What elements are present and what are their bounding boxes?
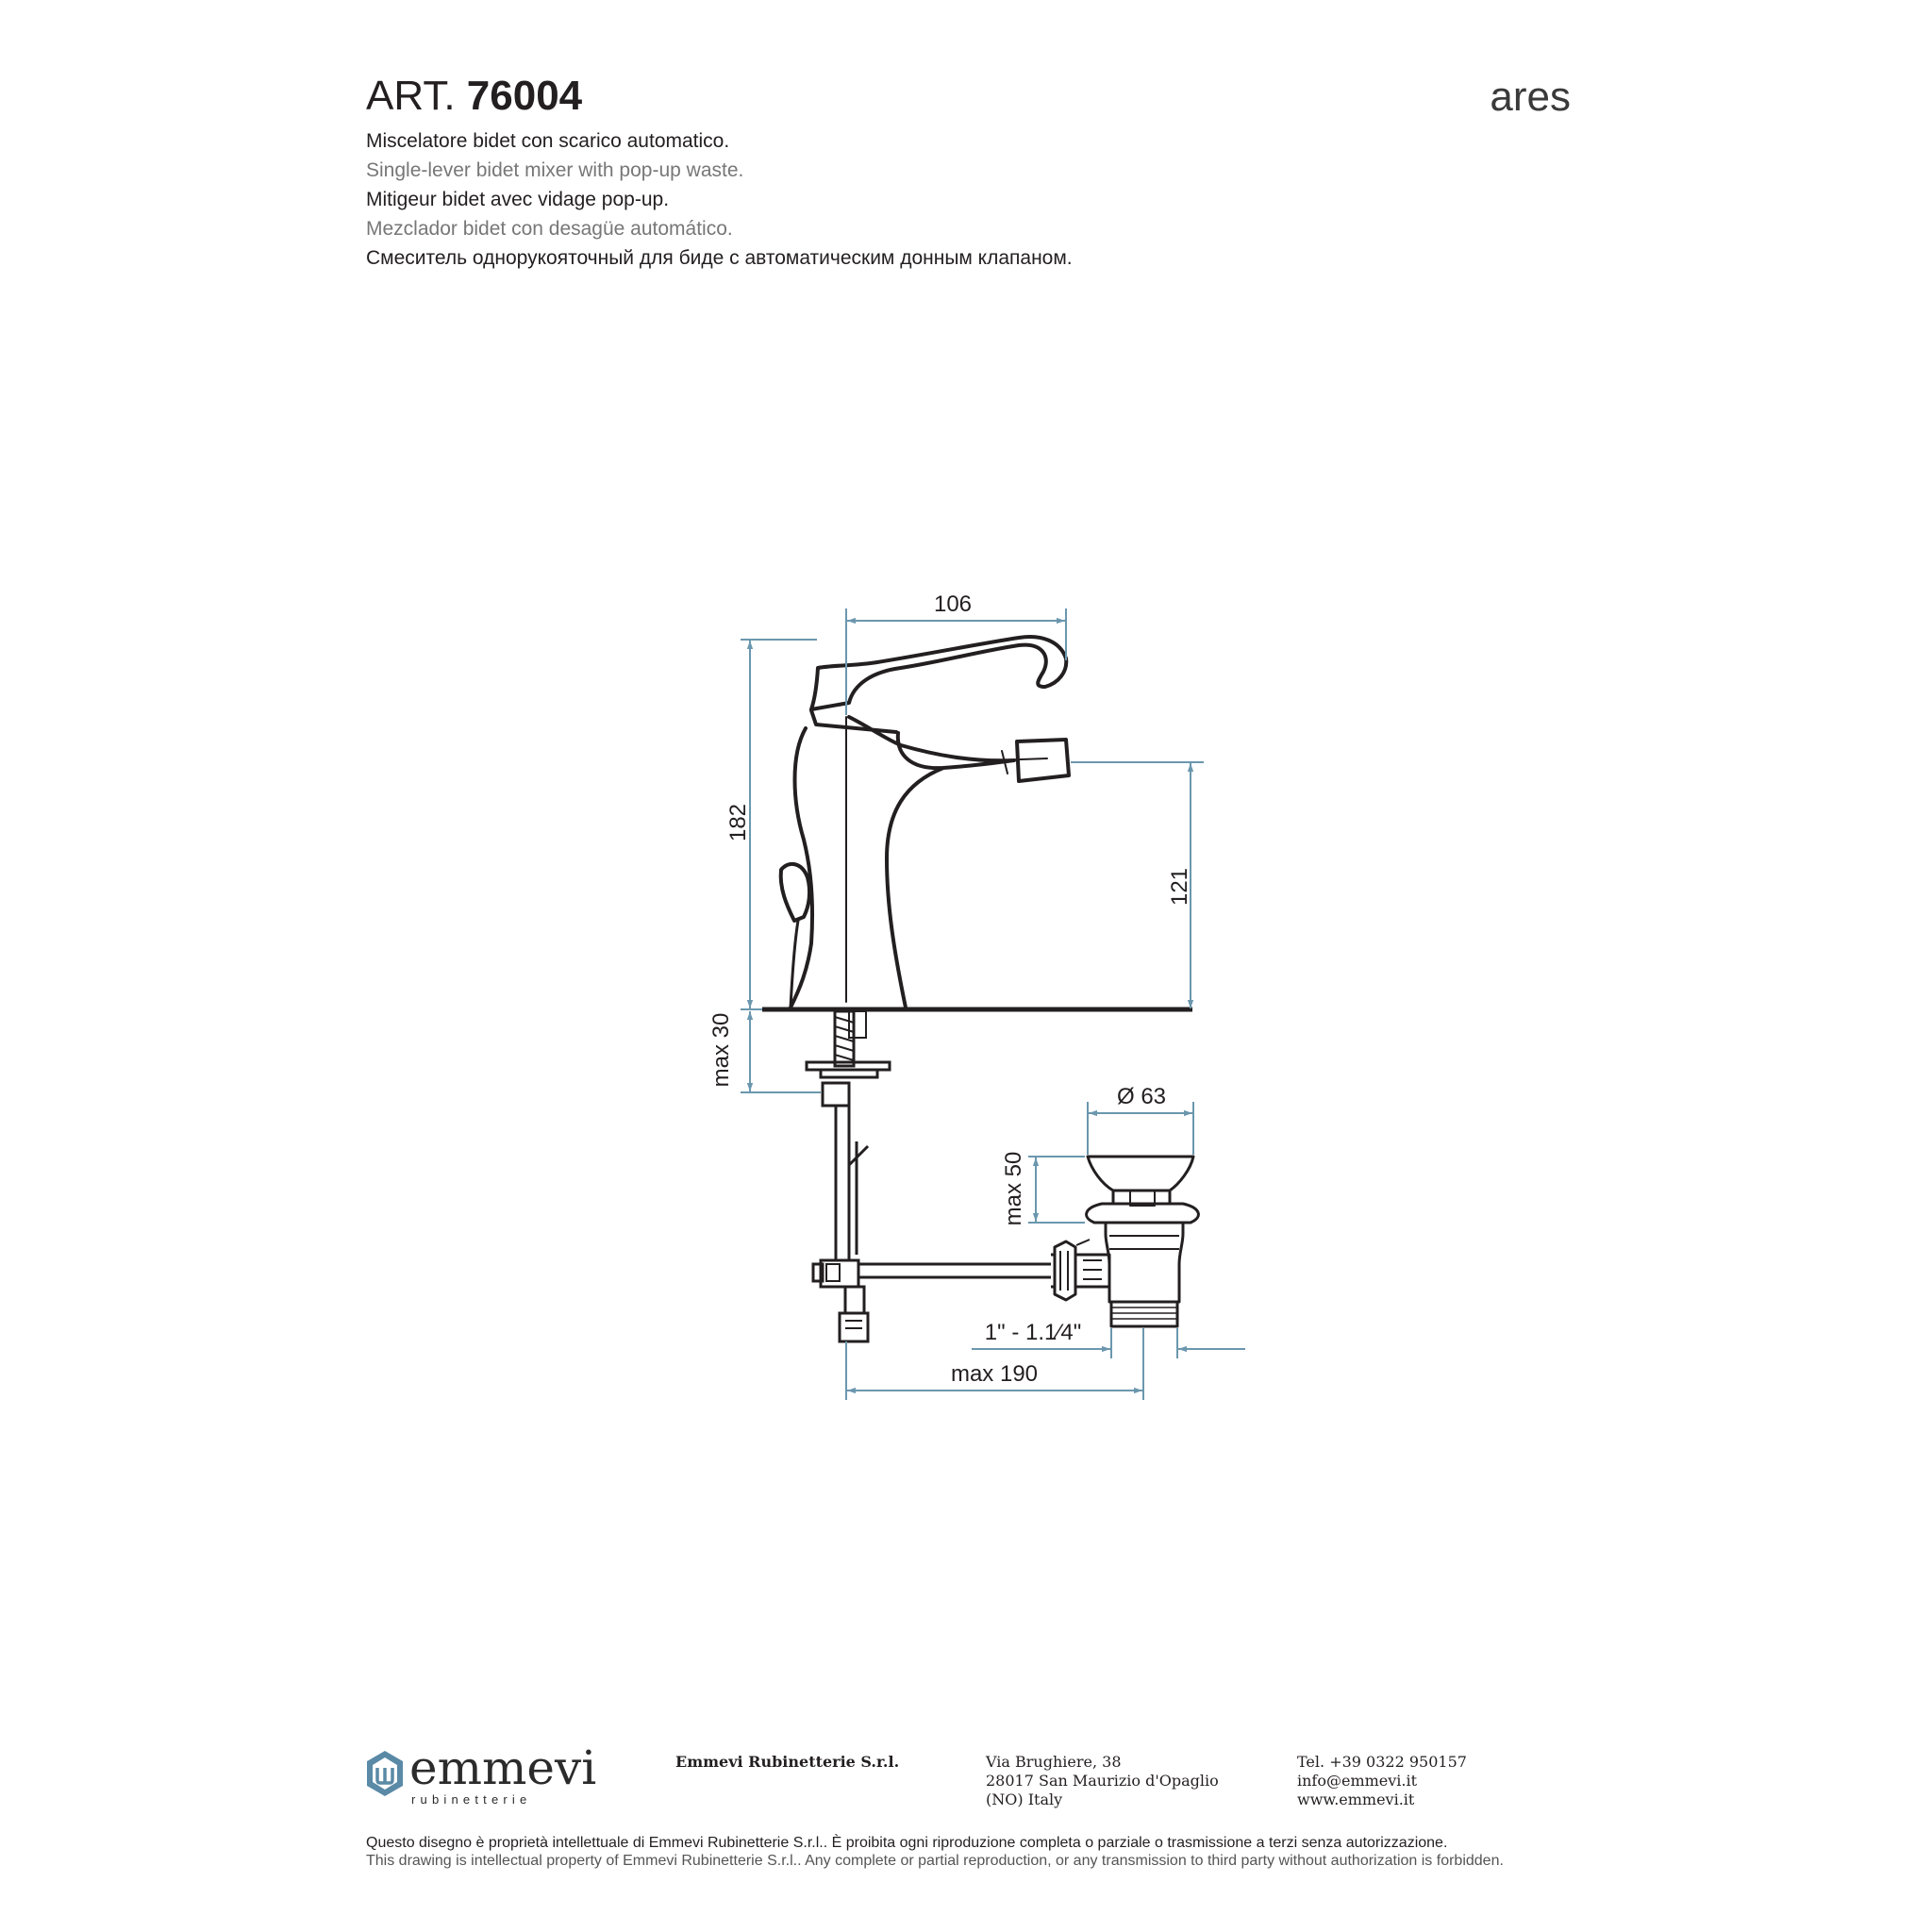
spout	[849, 717, 1014, 1008]
popup-knob	[781, 864, 809, 921]
logo-subtitle: rubinetterie	[411, 1792, 532, 1807]
description-it: Miscelatore bidet con scarico automatico.	[366, 130, 730, 152]
description-ru: Смеситель однорукояточный для биде с автоматическим донным клапаном.	[366, 247, 1073, 269]
dim-width-top: 106	[933, 591, 973, 617]
dim-waste-thread: 1" - 1.1⁄4"	[984, 1320, 1082, 1345]
dim-waste-diameter: Ø 63	[1116, 1084, 1167, 1109]
legal-notice	[366, 1834, 1504, 1870]
legal-notice-it: Questo disegno è proprietà intellettuale di Emmevi Rubinetterie S.r.l.. È proibita ogni riproduzione completa o parziale o trasmissione a terzi senza autorizzazione.	[366, 1835, 1448, 1851]
email-link[interactable]: info@emmevi.it	[1297, 1772, 1418, 1790]
article-number: 76004	[466, 73, 583, 119]
logo-wordmark: emmevi	[409, 1740, 597, 1795]
company-contacts	[1297, 1753, 1467, 1809]
dim-spout-height: 121	[1167, 867, 1192, 907]
description-en: Single-lever bidet mixer with pop-up waste.	[366, 159, 744, 181]
address-line: (NO) Italy	[986, 1790, 1063, 1808]
lever-handle	[811, 637, 1066, 709]
description-fr: Mitigeur bidet avec vidage pop-up.	[366, 189, 670, 210]
dim-height-total: 182	[725, 803, 751, 842]
mixer-outline	[781, 637, 1069, 1008]
series-name: ares	[1490, 74, 1571, 120]
address-line: Via Brughiere, 38	[986, 1753, 1122, 1771]
legal-notice-en: This drawing is intellectual property of Emmevi Rubinetterie S.r.l.. Any complete or partial reproduction, or any transmission to third party without authorization is forbidden.	[366, 1853, 1504, 1869]
popup-waste	[1051, 1157, 1198, 1326]
company-address	[986, 1753, 1219, 1809]
company-name: Emmevi Rubinetterie S.r.l.	[675, 1753, 900, 1771]
website-link[interactable]: www.emmevi.it	[1297, 1790, 1415, 1808]
address-line: 28017 San Maurizio d'Opaglio	[986, 1772, 1219, 1790]
hexagon-logo-icon	[364, 1749, 406, 1798]
description-es: Mezclador bidet con desagüe automático.	[366, 218, 733, 240]
spout-nozzle	[1017, 740, 1069, 781]
dim-deck-thickness: max 30	[708, 1012, 734, 1088]
dim-rod-length: max 190	[950, 1361, 1039, 1387]
article-label: ART.	[366, 73, 456, 119]
dim-waste-height: max 50	[1001, 1151, 1026, 1226]
phone-number: Tel. +39 0322 950157	[1297, 1753, 1467, 1771]
emmevi-logo	[364, 1740, 600, 1809]
